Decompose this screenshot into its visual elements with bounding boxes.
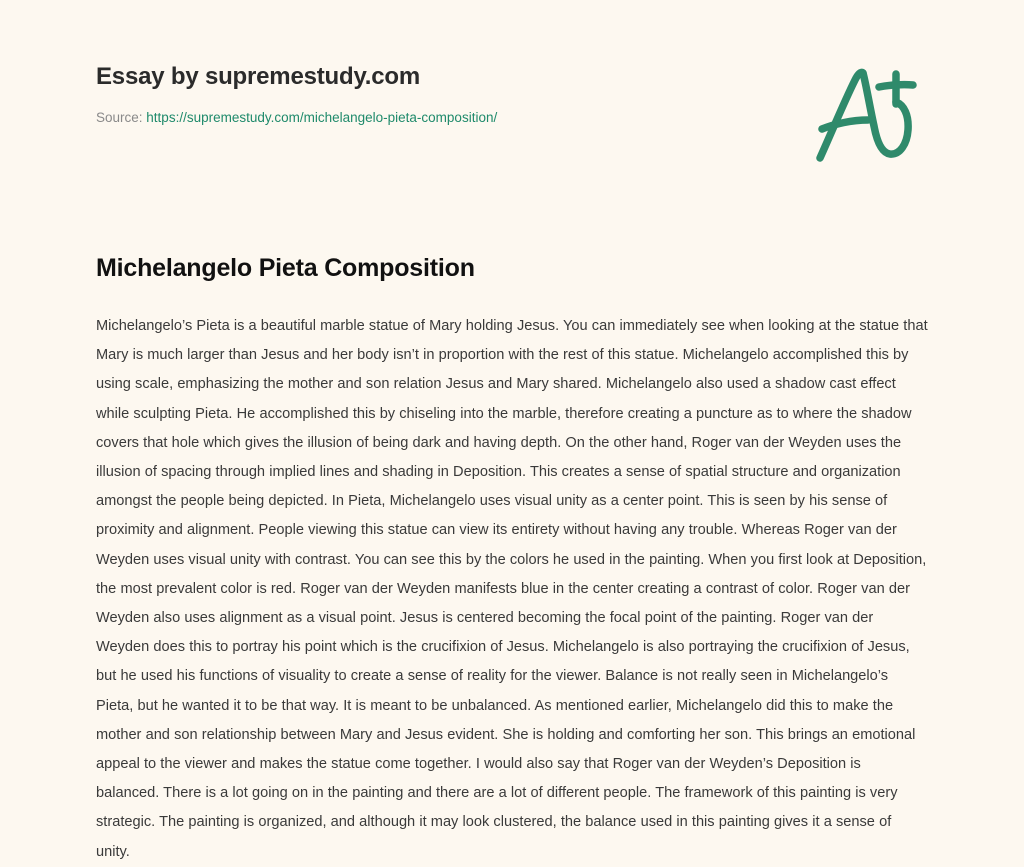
source-line [96,109,928,127]
page-title: Michelangelo Pieta Composition [96,254,475,282]
article-body-text: Michelangelo’s Pieta is a beautiful marble statue of Mary holding Jesus. You can immediately see when looking at the statue that Mary is much larger than Jesus and her body isn’t in proportion with the rest of this statue. Michelangelo accomplished this by using scale, emphasizing the mother and son relation Jesus and Mary shared. Michelangelo also used a shadow cast effect while sculpting Pieta. He accomplished this by chiseling into the marble, therefore creating a puncture as to where the shadow covers that hole which gives the illusion of being dark and having depth. On the other hand, Roger van der Weyden uses the illusion of spacing through implied lines and shading in Deposition. This creates a sense of spatial structure and organization amongst the people being depicted. In Pieta, Michelangelo uses visual unity as a center point. This is seen by his sense of proximity and alignment. People viewing this statue can view its entirety without having any trouble. Whereas Roger van der Weyden uses visual unity with contrast. You can see this by the colors he used in the painting. When you first look at Deposition, the most prevalent color is red. Roger van der Weyden manifests blue in the center creating a contrast of color. Roger van der Weyden also uses alignment as a visual point. Jesus is centered becoming the focal point of the painting. Roger van der Weyden does this to portray his point which is the crucifixion of Jesus. Michelangelo is also portraying the crucifixion of Jesus, but he used his functions of visuality to create a sense of reality for the viewer. Balance is not really seen in Michelangelo’s Pieta, but he wanted it to be that way. It is meant to be unbalanced. As mentioned earlier, Michelangelo did this to make the mother and son relationship between Mary and Jesus evident. She is holding and comforting her son. This brings an emotional appeal to the viewer and makes the statue come together. I would also say that Roger van der Weyden’s Deposition is balanced. There is a lot going on in the painting and there are a lot of different people. The framework of this painting is very strategic. The painting is organized, and although it may look clustered, the balance used in this painting gives it a sense of unity. [96,318,928,860]
site-title: Essay by supremestudy.com [96,63,421,90]
a-plus-logo [808,58,928,168]
source-url-link[interactable]: https://supremestudy.com/michelangelo-pieta-composition/ [146,110,498,125]
a-plus-logo-icon [808,58,928,168]
article [96,252,928,867]
page-header [96,62,928,182]
source-label: Source: [96,110,143,125]
